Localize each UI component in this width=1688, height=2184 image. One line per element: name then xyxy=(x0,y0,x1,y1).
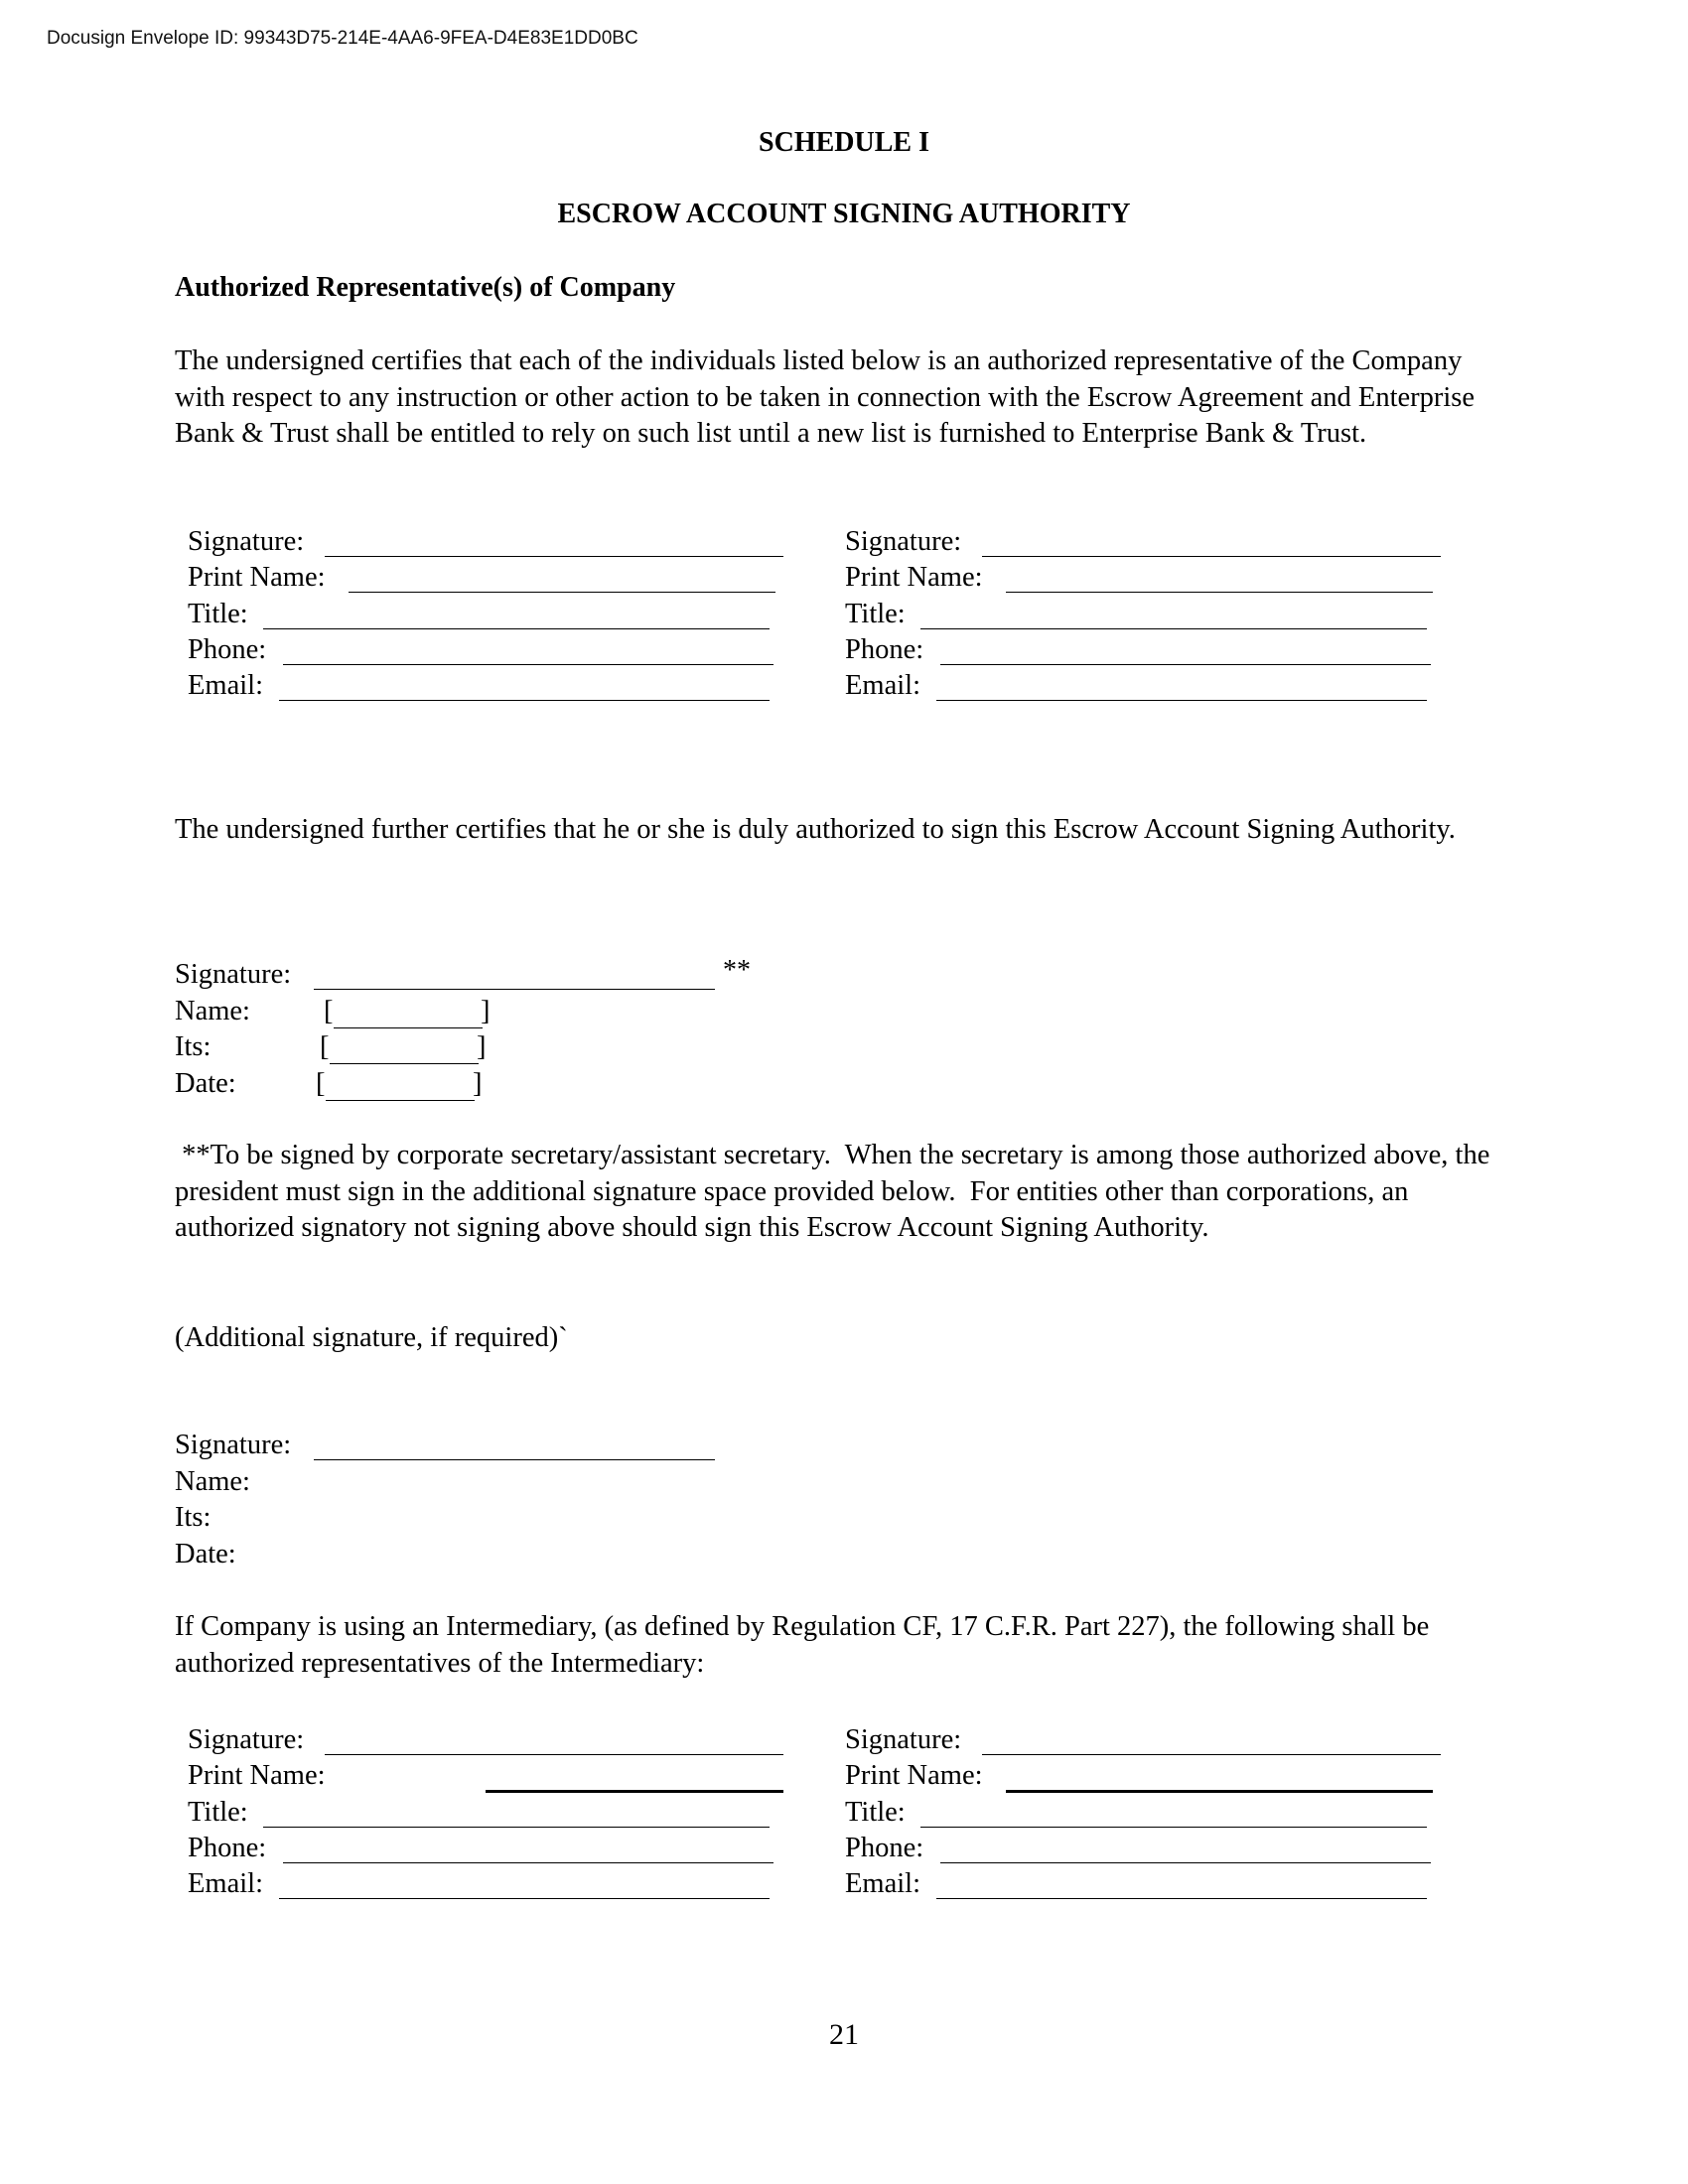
email-label: Email: xyxy=(188,670,263,701)
signature-label: Signature: xyxy=(175,959,292,990)
signature-label: Signature: xyxy=(845,1724,962,1755)
footnote-marker: ** xyxy=(723,955,751,986)
main-title: ESCROW ACCOUNT SIGNING AUTHORITY xyxy=(557,199,1131,229)
name-label: Name: xyxy=(175,1466,250,1497)
section-heading: Authorized Representative(s) of Company xyxy=(175,272,676,303)
title-line[interactable] xyxy=(263,628,770,629)
its-label: Its: xyxy=(175,1031,211,1062)
envelope-id: Docusign Envelope ID: 99343D75-214E-4AA6-9FEA-D4E83E1DD0BC xyxy=(47,28,638,49)
title-line[interactable] xyxy=(920,628,1427,629)
further-paragraph: The undersigned further certifies that he or she is duly authorized to sign this Escrow Account Signing Authority. xyxy=(175,814,1456,845)
date-label: Date: xyxy=(175,1068,236,1099)
signature-line[interactable] xyxy=(325,556,783,557)
name-bracket-field[interactable]: [ ] xyxy=(324,996,491,1026)
phone-label: Phone: xyxy=(188,634,267,665)
signature-line[interactable] xyxy=(314,1459,715,1460)
print-name-line[interactable] xyxy=(1006,1790,1433,1793)
additional-signature-label: (Additional signature, if required)` xyxy=(175,1322,568,1353)
its-label: Its: xyxy=(175,1502,211,1533)
page-number: 21 xyxy=(829,2018,859,2051)
phone-line[interactable] xyxy=(283,1862,774,1863)
signature-label: Signature: xyxy=(175,1430,292,1460)
print-name-label: Print Name: xyxy=(845,1760,983,1791)
print-name-label: Print Name: xyxy=(188,1760,326,1791)
print-name-line[interactable] xyxy=(349,592,775,593)
date-label: Date: xyxy=(175,1539,236,1570)
title-line[interactable] xyxy=(263,1827,770,1828)
signature-label: Signature: xyxy=(188,1724,305,1755)
phone-line[interactable] xyxy=(283,664,774,665)
email-line[interactable] xyxy=(279,700,770,701)
phone-line[interactable] xyxy=(940,664,1431,665)
signature-line[interactable] xyxy=(325,1754,783,1755)
email-label: Email: xyxy=(188,1868,263,1899)
print-name-label: Print Name: xyxy=(188,562,326,593)
email-line[interactable] xyxy=(936,1898,1427,1899)
name-label: Name: xyxy=(175,996,250,1026)
title-label: Title: xyxy=(188,1797,248,1828)
signature-label: Signature: xyxy=(188,526,305,557)
title-line[interactable] xyxy=(920,1827,1427,1828)
signature-line[interactable] xyxy=(314,989,715,990)
title-label: Title: xyxy=(188,599,248,629)
email-label: Email: xyxy=(845,670,920,701)
phone-label: Phone: xyxy=(845,634,924,665)
signature-label: Signature: xyxy=(845,526,962,557)
print-name-line[interactable] xyxy=(486,1790,783,1793)
print-name-line[interactable] xyxy=(1006,592,1433,593)
phone-label: Phone: xyxy=(188,1833,267,1863)
phone-line[interactable] xyxy=(940,1862,1431,1863)
email-label: Email: xyxy=(845,1868,920,1899)
intermediary-paragraph: If Company is using an Intermediary, (as defined by Regulation CF, 17 C.F.R. Part 227), the following shall be authorized representatives of the Intermediary: xyxy=(175,1611,1430,1679)
intro-paragraph: The undersigned certifies that each of the individuals listed below is an authorized representative of the Company with respect to any instruction or other action to be taken in connection with the Escrow Agreement and Enterprise Bank & Trust shall be entitled to rely on such list until a new list is furnished to Enterprise Bank & Trust. xyxy=(175,345,1476,449)
schedule-title: SCHEDULE I xyxy=(759,127,929,158)
title-label: Title: xyxy=(845,599,906,629)
email-line[interactable] xyxy=(279,1898,770,1899)
footnote-paragraph: **To be signed by corporate secretary/assistant secretary. When the secretary is among those authorized above, the president must sign in the additional signature space provided below. For entities other than corporations, an authorized signatory not signing above should sign this Escrow Account Signing Authority. xyxy=(175,1140,1497,1243)
email-line[interactable] xyxy=(936,700,1427,701)
phone-label: Phone: xyxy=(845,1833,924,1863)
date-bracket-field[interactable]: [ ] xyxy=(316,1068,483,1099)
signature-line[interactable] xyxy=(982,1754,1441,1755)
signature-line[interactable] xyxy=(982,556,1441,557)
its-bracket-field[interactable]: [ ] xyxy=(320,1031,487,1062)
print-name-label: Print Name: xyxy=(845,562,983,593)
title-label: Title: xyxy=(845,1797,906,1828)
